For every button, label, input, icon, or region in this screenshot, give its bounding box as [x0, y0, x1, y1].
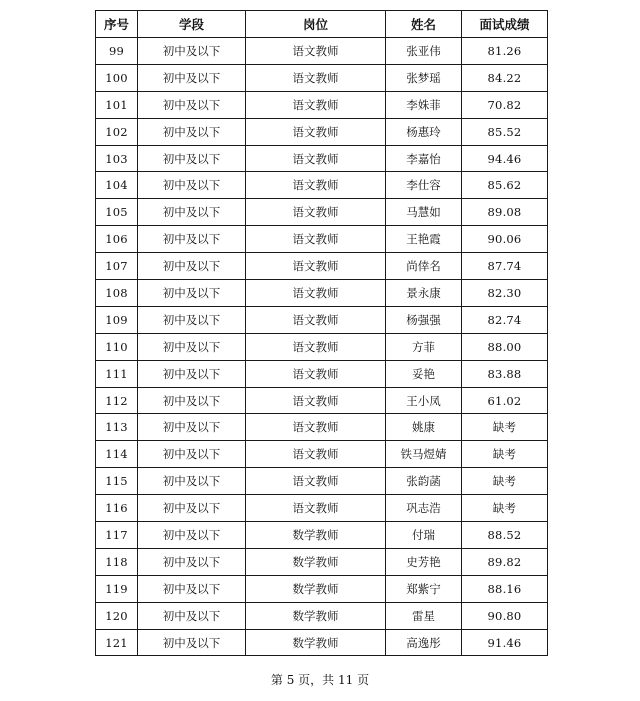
cell-stage: 初中及以下 — [138, 64, 246, 91]
header-stage: 学段 — [138, 11, 246, 38]
cell-stage: 初中及以下 — [138, 280, 246, 307]
cell-stage: 初中及以下 — [138, 441, 246, 468]
cell-post: 语文教师 — [246, 253, 386, 280]
table-row — [96, 629, 548, 656]
cell-post: 语文教师 — [246, 226, 386, 253]
cell-score: 91.46 — [462, 629, 548, 656]
cell-score: 89.08 — [462, 199, 548, 226]
cell-name: 郑紫宁 — [386, 575, 462, 602]
cell-post: 语文教师 — [246, 360, 386, 387]
table-row — [96, 414, 548, 441]
page-footer: 第 5 页，共 11 页 — [270, 673, 370, 687]
cell-name: 妥艳 — [386, 360, 462, 387]
cell-post: 语文教师 — [246, 441, 386, 468]
cell-score: 83.88 — [462, 360, 548, 387]
cell-stage: 初中及以下 — [138, 522, 246, 549]
cell-post: 语文教师 — [246, 64, 386, 91]
cell-stage: 初中及以下 — [138, 118, 246, 145]
table-row — [96, 91, 548, 118]
cell-post: 数学教师 — [246, 522, 386, 549]
cell-stage: 初中及以下 — [138, 145, 246, 172]
table-header-row — [96, 11, 548, 38]
cell-name: 王艳霞 — [386, 226, 462, 253]
cell-score: 88.52 — [462, 522, 548, 549]
cell-post: 语文教师 — [246, 333, 386, 360]
cell-stage: 初中及以下 — [138, 629, 246, 656]
cell-no: 121 — [96, 629, 138, 656]
cell-name: 高逸彤 — [386, 629, 462, 656]
cell-post: 语文教师 — [246, 118, 386, 145]
cell-no: 102 — [96, 118, 138, 145]
cell-score: 85.52 — [462, 118, 548, 145]
cell-no: 103 — [96, 145, 138, 172]
cell-stage: 初中及以下 — [138, 253, 246, 280]
cell-score: 88.16 — [462, 575, 548, 602]
table-row — [96, 548, 548, 575]
table-row — [96, 468, 548, 495]
cell-no: 99 — [96, 38, 138, 65]
cell-score: 61.02 — [462, 387, 548, 414]
cell-no: 115 — [96, 468, 138, 495]
header-score: 面试成绩 — [462, 11, 548, 38]
cell-name: 尚倖名 — [386, 253, 462, 280]
score-table — [95, 10, 548, 656]
table-row — [96, 522, 548, 549]
cell-name: 景永康 — [386, 280, 462, 307]
cell-name: 雷星 — [386, 602, 462, 629]
cell-stage: 初中及以下 — [138, 575, 246, 602]
cell-name: 李嘉怡 — [386, 145, 462, 172]
cell-no: 111 — [96, 360, 138, 387]
cell-name: 巩志浩 — [386, 495, 462, 522]
table-row — [96, 306, 548, 333]
cell-name: 王小凤 — [386, 387, 462, 414]
cell-score: 82.74 — [462, 306, 548, 333]
cell-name: 铁马煜婧 — [386, 441, 462, 468]
cell-name: 杨惠玲 — [386, 118, 462, 145]
table-row — [96, 172, 548, 199]
table-row — [96, 145, 548, 172]
cell-stage: 初中及以下 — [138, 91, 246, 118]
cell-no: 101 — [96, 91, 138, 118]
cell-score: 87.74 — [462, 253, 548, 280]
table-row — [96, 360, 548, 387]
cell-no: 105 — [96, 199, 138, 226]
cell-post: 语文教师 — [246, 306, 386, 333]
cell-name: 马慧如 — [386, 199, 462, 226]
cell-stage: 初中及以下 — [138, 495, 246, 522]
table-row — [96, 64, 548, 91]
cell-name: 方菲 — [386, 333, 462, 360]
cell-post: 语文教师 — [246, 91, 386, 118]
cell-score: 85.62 — [462, 172, 548, 199]
cell-score: 81.26 — [462, 38, 548, 65]
table-row — [96, 387, 548, 414]
cell-no: 117 — [96, 522, 138, 549]
table-row — [96, 38, 548, 65]
cell-post: 语文教师 — [246, 468, 386, 495]
cell-score: 缺考 — [462, 495, 548, 522]
cell-stage: 初中及以下 — [138, 414, 246, 441]
table-row — [96, 226, 548, 253]
cell-no: 114 — [96, 441, 138, 468]
cell-stage: 初中及以下 — [138, 602, 246, 629]
cell-stage: 初中及以下 — [138, 468, 246, 495]
cell-no: 112 — [96, 387, 138, 414]
cell-no: 104 — [96, 172, 138, 199]
cell-score: 94.46 — [462, 145, 548, 172]
cell-name: 史芳艳 — [386, 548, 462, 575]
cell-no: 113 — [96, 414, 138, 441]
cell-no: 119 — [96, 575, 138, 602]
cell-stage: 初中及以下 — [138, 548, 246, 575]
header-no: 序号 — [96, 11, 138, 38]
cell-score: 缺考 — [462, 414, 548, 441]
cell-no: 109 — [96, 306, 138, 333]
cell-no: 100 — [96, 64, 138, 91]
table-body — [96, 38, 548, 656]
cell-stage: 初中及以下 — [138, 172, 246, 199]
cell-no: 106 — [96, 226, 138, 253]
cell-no: 120 — [96, 602, 138, 629]
cell-score: 82.30 — [462, 280, 548, 307]
table-row — [96, 495, 548, 522]
cell-score: 90.06 — [462, 226, 548, 253]
cell-name: 姚康 — [386, 414, 462, 441]
cell-post: 语文教师 — [246, 495, 386, 522]
cell-score: 89.82 — [462, 548, 548, 575]
cell-name: 李仕容 — [386, 172, 462, 199]
cell-post: 语文教师 — [246, 145, 386, 172]
cell-name: 张梦瑶 — [386, 64, 462, 91]
cell-score: 缺考 — [462, 468, 548, 495]
table-row — [96, 253, 548, 280]
cell-score: 70.82 — [462, 91, 548, 118]
table-row — [96, 602, 548, 629]
cell-post: 数学教师 — [246, 575, 386, 602]
cell-no: 118 — [96, 548, 138, 575]
cell-name: 杨强强 — [386, 306, 462, 333]
cell-no: 108 — [96, 280, 138, 307]
table-row — [96, 333, 548, 360]
cell-stage: 初中及以下 — [138, 199, 246, 226]
cell-name: 付瑞 — [386, 522, 462, 549]
cell-score: 90.80 — [462, 602, 548, 629]
table-row — [96, 118, 548, 145]
cell-post: 数学教师 — [246, 602, 386, 629]
header-post: 岗位 — [246, 11, 386, 38]
cell-post: 语文教师 — [246, 387, 386, 414]
cell-post: 语文教师 — [246, 280, 386, 307]
table-row — [96, 199, 548, 226]
table-row — [96, 441, 548, 468]
cell-name: 张亚伟 — [386, 38, 462, 65]
cell-post: 数学教师 — [246, 629, 386, 656]
header-name: 姓名 — [386, 11, 462, 38]
cell-score: 缺考 — [462, 441, 548, 468]
cell-stage: 初中及以下 — [138, 38, 246, 65]
cell-post: 语文教师 — [246, 172, 386, 199]
cell-post: 语文教师 — [246, 199, 386, 226]
cell-score: 88.00 — [462, 333, 548, 360]
cell-score: 84.22 — [462, 64, 548, 91]
table-row — [96, 280, 548, 307]
cell-stage: 初中及以下 — [138, 360, 246, 387]
cell-post: 数学教师 — [246, 548, 386, 575]
cell-no: 110 — [96, 333, 138, 360]
cell-stage: 初中及以下 — [138, 306, 246, 333]
cell-no: 116 — [96, 495, 138, 522]
cell-no: 107 — [96, 253, 138, 280]
table-row — [96, 575, 548, 602]
cell-post: 语文教师 — [246, 38, 386, 65]
cell-stage: 初中及以下 — [138, 387, 246, 414]
cell-stage: 初中及以下 — [138, 333, 246, 360]
cell-stage: 初中及以下 — [138, 226, 246, 253]
cell-post: 语文教师 — [246, 414, 386, 441]
cell-name: 张韵菡 — [386, 468, 462, 495]
cell-name: 李姝菲 — [386, 91, 462, 118]
